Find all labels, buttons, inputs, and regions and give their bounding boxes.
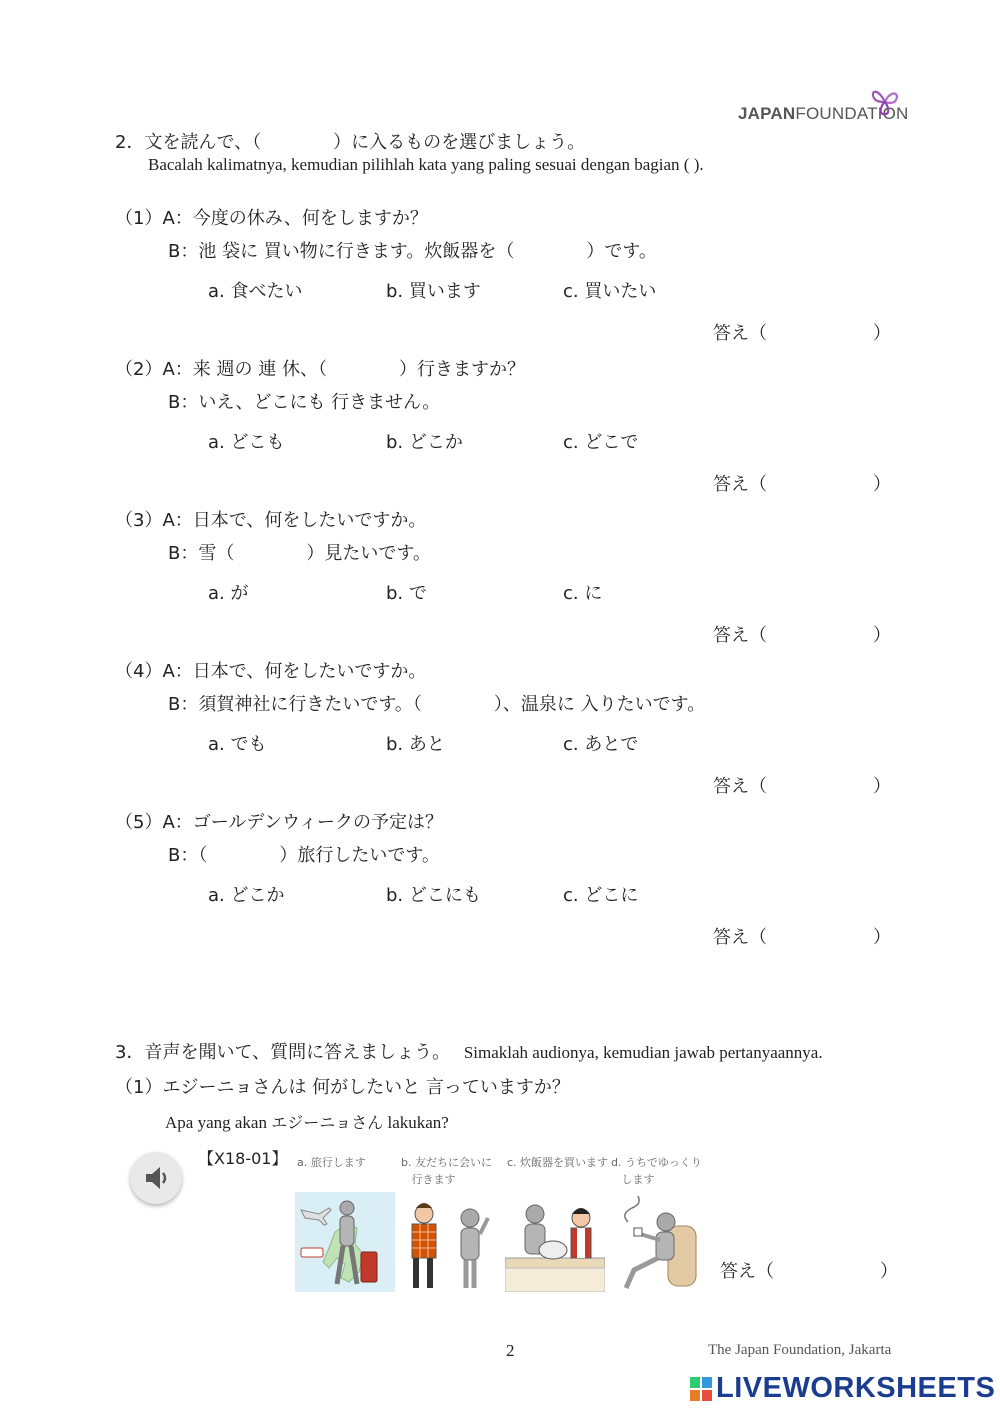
picture-label-b-line2: 行きます	[411, 1173, 456, 1186]
option-a[interactable]: a. どこか	[208, 885, 285, 906]
question-a-line	[115, 808, 443, 834]
question-b-line	[168, 539, 431, 565]
answer-row	[713, 923, 891, 949]
liveworksheets-icon	[690, 1377, 712, 1401]
speaker-b-label: B：	[168, 694, 199, 715]
section3-answer-label: 答え（	[720, 1261, 774, 1282]
question-id-suffix: lakukan?	[383, 1113, 449, 1132]
speaker-a-text: 日本で、何をしたいですか。	[192, 661, 427, 682]
question-b-line	[168, 237, 657, 263]
speaker-a-label: A：	[162, 359, 193, 380]
section3-question	[115, 1073, 570, 1099]
answer-label: 答え（	[713, 474, 767, 495]
section3-question-text: エジーニョさんは 何がしたいと 言っていますか？	[162, 1077, 570, 1098]
footer-credit: The Japan Foundation, Jakarta	[708, 1342, 892, 1358]
picture-label-b-line1: b. 友だちに会いに	[401, 1156, 492, 1169]
answer-row	[713, 319, 891, 345]
picture-label-c	[507, 1154, 608, 1171]
option-a[interactable]: a. が	[208, 583, 249, 604]
option-c[interactable]: c. 買いたい	[563, 281, 657, 302]
speaker-a-text: 来 週の 連 休、（ ）行きますか？	[192, 359, 525, 380]
audio-code: 【X18-01】	[198, 1149, 288, 1168]
logo-bold-text: JAPAN	[738, 104, 796, 123]
section2-number: 2．	[115, 132, 145, 153]
section2-title-id: Bacalah kalimatnya, kemudian pilihlah kata yang paling sesuai dengan bagian ( ).	[148, 155, 704, 174]
speaker-icon	[130, 1152, 182, 1204]
answer-input[interactable]	[765, 621, 869, 645]
butterfly-icon	[868, 84, 902, 120]
section3-heading	[115, 1038, 823, 1064]
speaker-a-text: ゴールデンウィークの予定は？	[192, 812, 443, 833]
section3-title-jp: 音声を聞いて、質問に答えましょう。	[144, 1042, 451, 1063]
section3-answer-close: ）	[880, 1261, 898, 1282]
question-number: （3）	[115, 510, 163, 531]
answer-close: ）	[873, 474, 891, 495]
question-a-line	[115, 506, 426, 532]
section3-question-number: （1）	[115, 1077, 163, 1098]
section3-question-id	[165, 1110, 449, 1133]
answer-close: ）	[873, 927, 891, 948]
option-c[interactable]: c. どこに	[563, 885, 639, 906]
question-id-name: エジーニョさん	[271, 1113, 384, 1132]
option-a[interactable]: a. 食べたい	[208, 281, 303, 302]
answer-label: 答え（	[713, 927, 767, 948]
relax-home-illustration	[610, 1192, 710, 1292]
question-number: （5）	[115, 812, 163, 833]
answer-close: ）	[873, 625, 891, 646]
speaker-b-label: B：	[168, 845, 199, 866]
speaker-a-text: 今度の休み、何をしますか？	[192, 208, 428, 229]
answer-label: 答え（	[713, 625, 767, 646]
picture-label-a	[297, 1154, 366, 1171]
question-b-line	[168, 388, 440, 414]
answer-row	[713, 621, 891, 647]
speaker-a-label: A：	[162, 510, 193, 531]
speaker-a-label: A：	[162, 208, 193, 229]
speaker-a-label: A：	[162, 661, 193, 682]
travel-illustration	[295, 1192, 395, 1292]
picture-label-c-text: c. 炊飯器を買います	[507, 1156, 609, 1169]
meet-friend-illustration	[400, 1192, 500, 1292]
option-c[interactable]: c. に	[563, 583, 603, 604]
liveworksheets-brand: LIVEWORKSHEETS	[716, 1372, 996, 1404]
section3-answer-input[interactable]	[772, 1257, 876, 1281]
answer-label: 答え（	[713, 776, 767, 797]
speaker-b-text: （ ）旅行したいです。	[198, 845, 440, 866]
question-number: （2）	[115, 359, 163, 380]
question-a-line	[115, 657, 426, 683]
option-a[interactable]: a. でも	[208, 734, 267, 755]
picture-label-d-line2: します	[621, 1173, 655, 1186]
answer-input[interactable]	[765, 319, 869, 343]
section2-heading	[115, 128, 585, 154]
section3-title-id: Simaklah audionya, kemudian jawab pertanyaannya.	[463, 1043, 823, 1062]
speaker-b-label: B：	[168, 543, 199, 564]
picture-label-b	[401, 1154, 492, 1188]
option-c[interactable]: c. どこで	[563, 432, 639, 453]
logo-light-text: FOUNDATION	[795, 104, 909, 123]
question-b-line	[168, 841, 440, 867]
answer-close: ）	[873, 776, 891, 797]
japan-foundation-logo	[738, 104, 909, 124]
speaker-a-text: 日本で、何をしたいですか。	[192, 510, 427, 531]
answer-row	[713, 772, 891, 798]
picture-label-d-line1: d. うちでゆっくり	[611, 1156, 702, 1169]
answer-input[interactable]	[765, 772, 869, 796]
picture-label-a-text: a. 旅行します	[297, 1156, 366, 1169]
speaker-b-text: 須賀神社に行きたいです。（ ）、温泉に 入りたいです。	[198, 694, 706, 715]
speaker-a-label: A：	[162, 812, 193, 833]
answer-close: ）	[873, 323, 891, 344]
speaker-b-label: B：	[168, 241, 199, 262]
section3-number: 3．	[115, 1042, 145, 1063]
buy-rice-cooker-illustration	[505, 1192, 605, 1292]
option-a[interactable]: a. どこも	[208, 432, 285, 453]
speaker-b-text: いえ、どこにも 行きません。	[198, 392, 441, 413]
answer-row	[713, 470, 891, 496]
section2-title-jp: 文を読んで、（ ）に入るものを選びましょう。	[144, 132, 586, 153]
question-number: （1）	[115, 208, 163, 229]
option-b[interactable]: b. どこにも	[386, 885, 481, 906]
answer-label: 答え（	[713, 323, 767, 344]
audio-play-button[interactable]	[130, 1152, 182, 1204]
option-b[interactable]: b. あと	[386, 734, 445, 755]
speaker-b-text: 雪（ ）見たいです。	[198, 543, 431, 564]
option-b[interactable]: b. 買います	[386, 281, 481, 302]
speaker-b-label: B：	[168, 392, 199, 413]
answer-input[interactable]	[765, 923, 869, 947]
answer-input[interactable]	[765, 470, 869, 494]
option-c[interactable]: c. あとで	[563, 734, 639, 755]
option-b[interactable]: b. で	[386, 583, 427, 604]
question-b-line	[168, 690, 705, 716]
question-a-line	[115, 355, 525, 381]
question-number: （4）	[115, 661, 163, 682]
picture-label-d	[611, 1154, 702, 1188]
page-number: 2	[506, 1341, 515, 1360]
section3-answer	[720, 1257, 898, 1283]
speaker-b-text: 池 袋に 買い物に行きます。炊飯器を（ ）です。	[198, 241, 657, 262]
question-id-prefix: Apa yang akan	[165, 1113, 272, 1132]
question-a-line	[115, 204, 428, 230]
option-b[interactable]: b. どこか	[386, 432, 463, 453]
